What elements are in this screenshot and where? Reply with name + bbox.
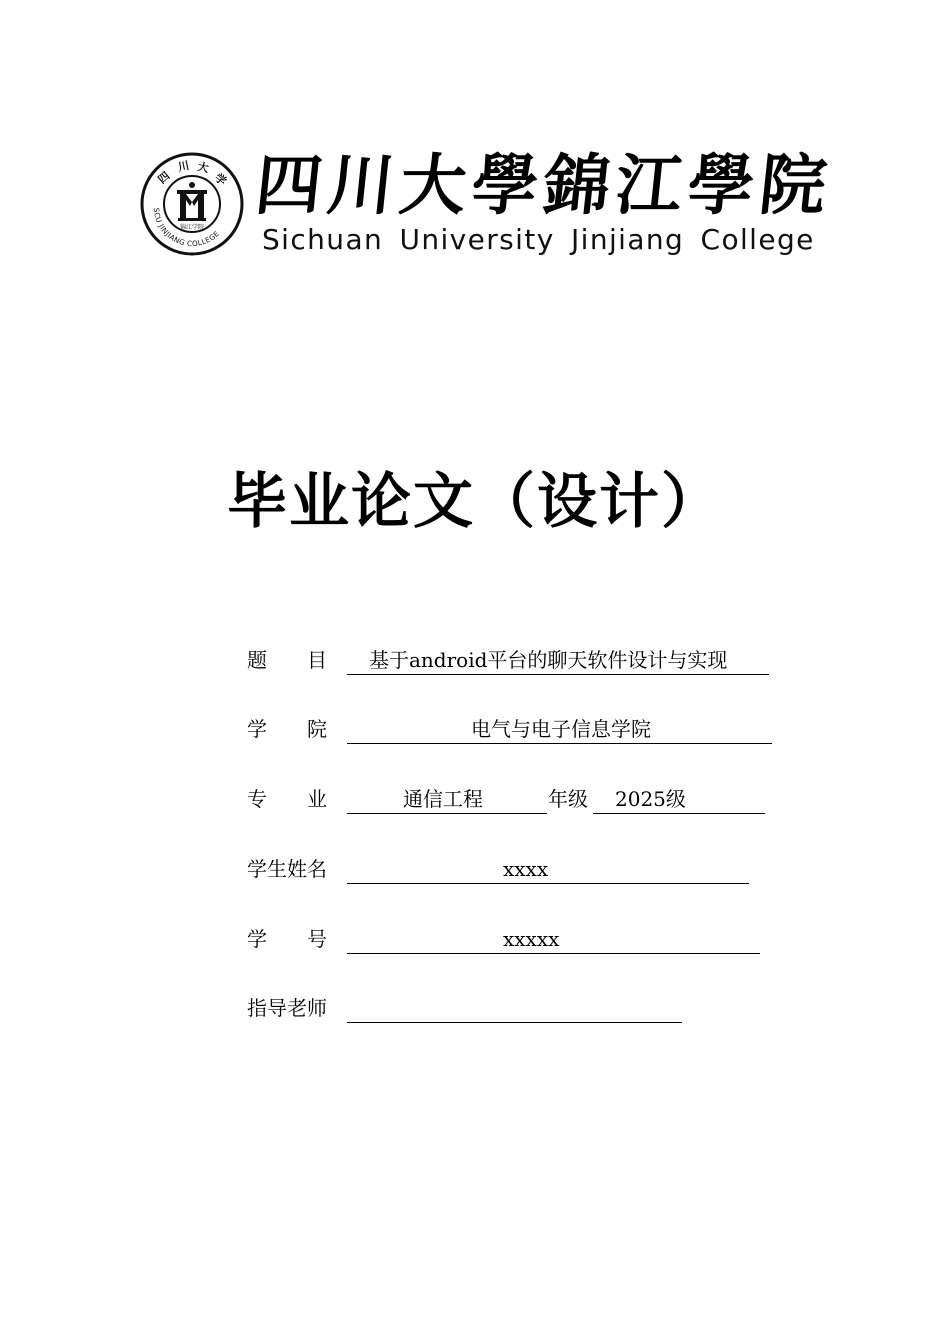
document-title: 毕业论文（设计） xyxy=(227,467,723,537)
grade-value: 2025级 xyxy=(615,787,686,811)
svg-text:川: 川 xyxy=(176,158,191,174)
field-student-id xyxy=(247,924,777,954)
svg-text:学: 学 xyxy=(212,171,229,189)
major-label: 专 业 xyxy=(247,787,327,811)
college-seal-logo xyxy=(140,152,244,256)
student-id-value: xxxxx xyxy=(503,927,560,951)
advisor-underline xyxy=(347,993,682,1023)
student-id-label: 学 号 xyxy=(247,927,327,951)
student-name-label: 学生姓名 xyxy=(247,857,327,881)
college-name-english: Sichuan University Jinjiang College xyxy=(262,223,815,256)
field-student-name xyxy=(247,854,777,884)
student-name-value: xxxx xyxy=(503,857,549,881)
svg-text:大: 大 xyxy=(196,160,210,176)
field-college xyxy=(247,714,777,744)
svg-text:SCU JINJIANG COLLEGE: SCU JINJIANG COLLEGE xyxy=(151,207,222,249)
college-label: 学 院 xyxy=(247,717,327,741)
grade-label: 年级 xyxy=(548,787,588,811)
svg-text:四: 四 xyxy=(155,169,173,187)
field-major-grade xyxy=(247,784,777,814)
college-name-chinese: 四川大學錦江學院 xyxy=(251,146,837,224)
advisor-label: 指导老师 xyxy=(247,996,327,1020)
svg-text:锦江学院: 锦江学院 xyxy=(179,224,205,231)
topic-value: 基于android平台的聊天软件设计与实现 xyxy=(369,648,728,672)
field-advisor xyxy=(247,993,777,1023)
college-value: 电气与电子信息学院 xyxy=(471,717,651,741)
field-topic xyxy=(247,645,777,675)
topic-label: 题 目 xyxy=(247,648,327,672)
major-value: 通信工程 xyxy=(403,787,483,811)
